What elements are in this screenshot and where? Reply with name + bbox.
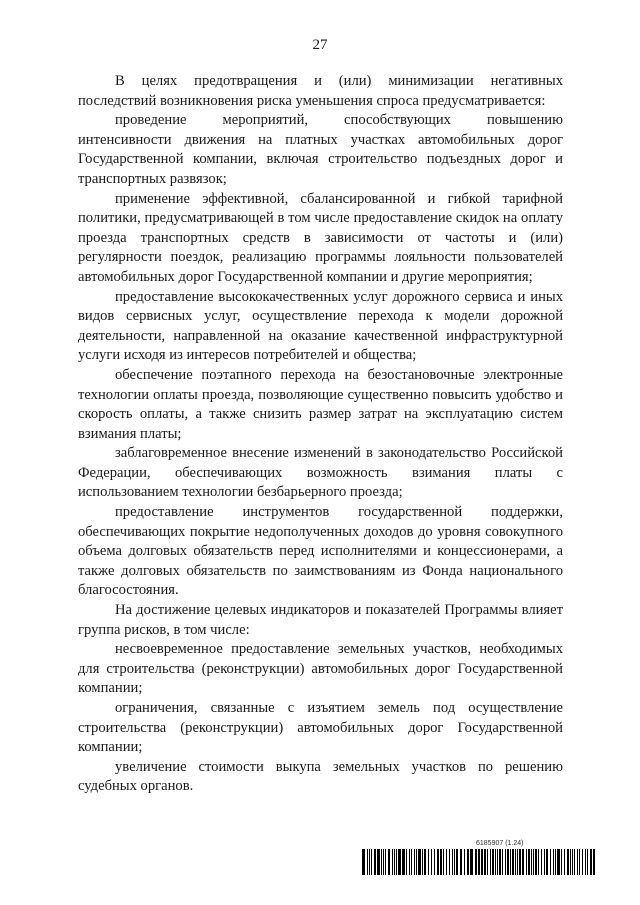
barcode-bar: [546, 849, 548, 875]
barcode-bar: [398, 849, 401, 875]
barcode-bar: [437, 849, 439, 875]
paragraph: предоставление инструментов государственной поддержки, обеспечивающих покрытие недополученных доходов до уровня совокупного объема долговых обязательств перед исполнителями и концессионерами, а также долговых обязательств по заимствованиям из Фонда национального благосостояния.: [78, 504, 563, 599]
barcode-bar: [517, 849, 518, 875]
barcode-bar: [526, 849, 527, 875]
barcode-bar: [416, 849, 417, 875]
barcode-bar: [538, 849, 539, 875]
barcode-bar: [561, 849, 562, 875]
barcode-bar: [452, 849, 453, 875]
paragraph: применение эффективной, сбалансированной и гибкой тарифной политики, предусматривающей в том числе предоставление скидок на оплату проезда транспортных средств в зависимости от частоты и (или) регулярности поездок, реализацию программы лояльности пользователей автомобильных дорог Государственной компании и другие мероприятия;: [78, 190, 563, 285]
barcode-bar: [428, 849, 429, 875]
barcode-bar: [431, 849, 432, 875]
barcode-bar: [531, 849, 532, 875]
barcode-bar: [446, 849, 447, 875]
barcode-bar: [434, 849, 435, 875]
barcode-bar: [460, 849, 462, 875]
barcode-bar: [557, 849, 560, 875]
barcode-bar: [392, 849, 393, 875]
document-code: 6185907 (1.24): [476, 840, 524, 847]
barcode-bar: [510, 849, 511, 875]
barcode-bar: [443, 849, 444, 875]
barcode-bar: [377, 849, 380, 875]
barcode-bar: [564, 849, 565, 875]
barcode-bar: [497, 849, 498, 875]
paragraph: В целях предотвращения и (или) минимизации негативных последствий возникновения риска уменьшения спроса предусматривается:: [78, 73, 563, 109]
barcode-bar: [414, 849, 415, 875]
paragraph: заблаговременное внесение изменений в законодательство Российской Федерации, обеспечивающих возможность взимания платы с использованием технологии безбарьерного проезда;: [78, 445, 563, 501]
barcode-bar: [574, 849, 575, 875]
barcode-bar: [495, 849, 496, 875]
barcode-bar: [590, 849, 592, 875]
page-number: 27: [312, 37, 328, 53]
barcode-bar: [388, 849, 390, 875]
barcode-bar: [470, 849, 473, 875]
barcode-bar: [440, 849, 442, 875]
paragraph: предоставление высококачественных услуг дорожного сервиса и иных видов сервисных услуг, осуществление перехода к модели дорожной деятельности, направленной на оказание качественной инфраструктурной услуги исходя из интересов потребителей и общества;: [78, 288, 563, 364]
barcode-graphic: [362, 849, 598, 875]
barcode-bar: [449, 849, 450, 875]
barcode-bar: [456, 849, 458, 875]
barcode-bar: [535, 849, 537, 875]
barcode-bar: [572, 849, 573, 875]
barcode-bar: [424, 849, 426, 875]
barcode-bar: [367, 849, 368, 875]
barcode-bar: [371, 849, 372, 875]
paragraph: несвоевременное предоставление земельных участков, необходимых для строительства (реконструкции) автомобильных дорог Государственной компании;: [78, 641, 563, 697]
barcode-bar: [362, 849, 365, 875]
barcode-bar: [570, 849, 571, 875]
barcode-bar: [402, 849, 405, 875]
barcode-bar: [585, 849, 586, 875]
barcode-bar: [582, 849, 583, 875]
barcode-bar: [507, 849, 509, 875]
barcode-bar: [484, 849, 486, 875]
barcode-bar: [553, 849, 554, 875]
barcode-bar: [587, 849, 588, 875]
barcode-bar: [502, 849, 503, 875]
barcode-bar: [550, 849, 551, 875]
barcode-bar: [409, 849, 410, 875]
barcode-bar: [394, 849, 395, 875]
barcode-bar: [381, 849, 382, 875]
paragraph: На достижение целевых индикаторов и показателей Программы влияет группа рисков, в том числе:: [78, 602, 563, 638]
barcode-bar: [418, 849, 421, 875]
paragraph: обеспечение поэтапного перехода на безостановочные электронные технологии оплаты проезда, позволяющие существенно повысить удобство и скорость оплаты, а также снизить размер затрат на эксплуатацию систем взимания платы;: [78, 366, 563, 442]
barcode-bar: [519, 849, 521, 875]
barcode-bar: [567, 849, 569, 875]
barcode-bar: [374, 849, 376, 875]
barcode-bar: [512, 849, 514, 875]
barcode-bar: [478, 849, 480, 875]
barcode-bar: [541, 849, 542, 875]
paragraph: увеличение стоимости выкупа земельных участков по решению судебных органов.: [78, 758, 563, 795]
barcode-bar: [490, 849, 491, 875]
barcode-bar: [577, 849, 578, 875]
barcode-bar: [383, 849, 384, 875]
barcode-bar: [533, 849, 534, 875]
barcode-bar: [475, 849, 477, 875]
barcode-bar: [492, 849, 494, 875]
barcode-bar: [522, 849, 524, 875]
barcode-bar: [579, 849, 580, 875]
barcode-bar: [499, 849, 501, 875]
barcode: [362, 849, 598, 875]
barcode-bar: [396, 849, 397, 875]
barcode-bar: [515, 849, 516, 875]
barcode-bar: [481, 849, 483, 875]
paragraph: проведение мероприятий, способствующих повышению интенсивности движения на платных участках автомобильных дорог Государственной компании, включая строительство подъездных дорог и транспортных развязок;: [78, 112, 563, 187]
barcode-bar: [528, 849, 530, 875]
barcode-bar: [467, 849, 469, 875]
barcode-bar: [422, 849, 423, 875]
barcode-bar: [555, 849, 556, 875]
paragraph: ограничения, связанные с изъятием земель под осуществление строительства (реконструкции) автомобильных дорог Государственной компании;: [78, 700, 563, 756]
barcode-bar: [411, 849, 412, 875]
barcode-bar: [505, 849, 506, 875]
barcode-bar: [464, 849, 465, 875]
barcode-bar: [454, 849, 455, 875]
barcode-bar: [369, 849, 370, 875]
barcode-bar: [593, 849, 595, 875]
barcode-bar: [544, 849, 545, 875]
document-body: [78, 72, 563, 797]
barcode-bar: [406, 849, 407, 875]
barcode-bar: [487, 849, 488, 875]
barcode-bar: [385, 849, 386, 875]
